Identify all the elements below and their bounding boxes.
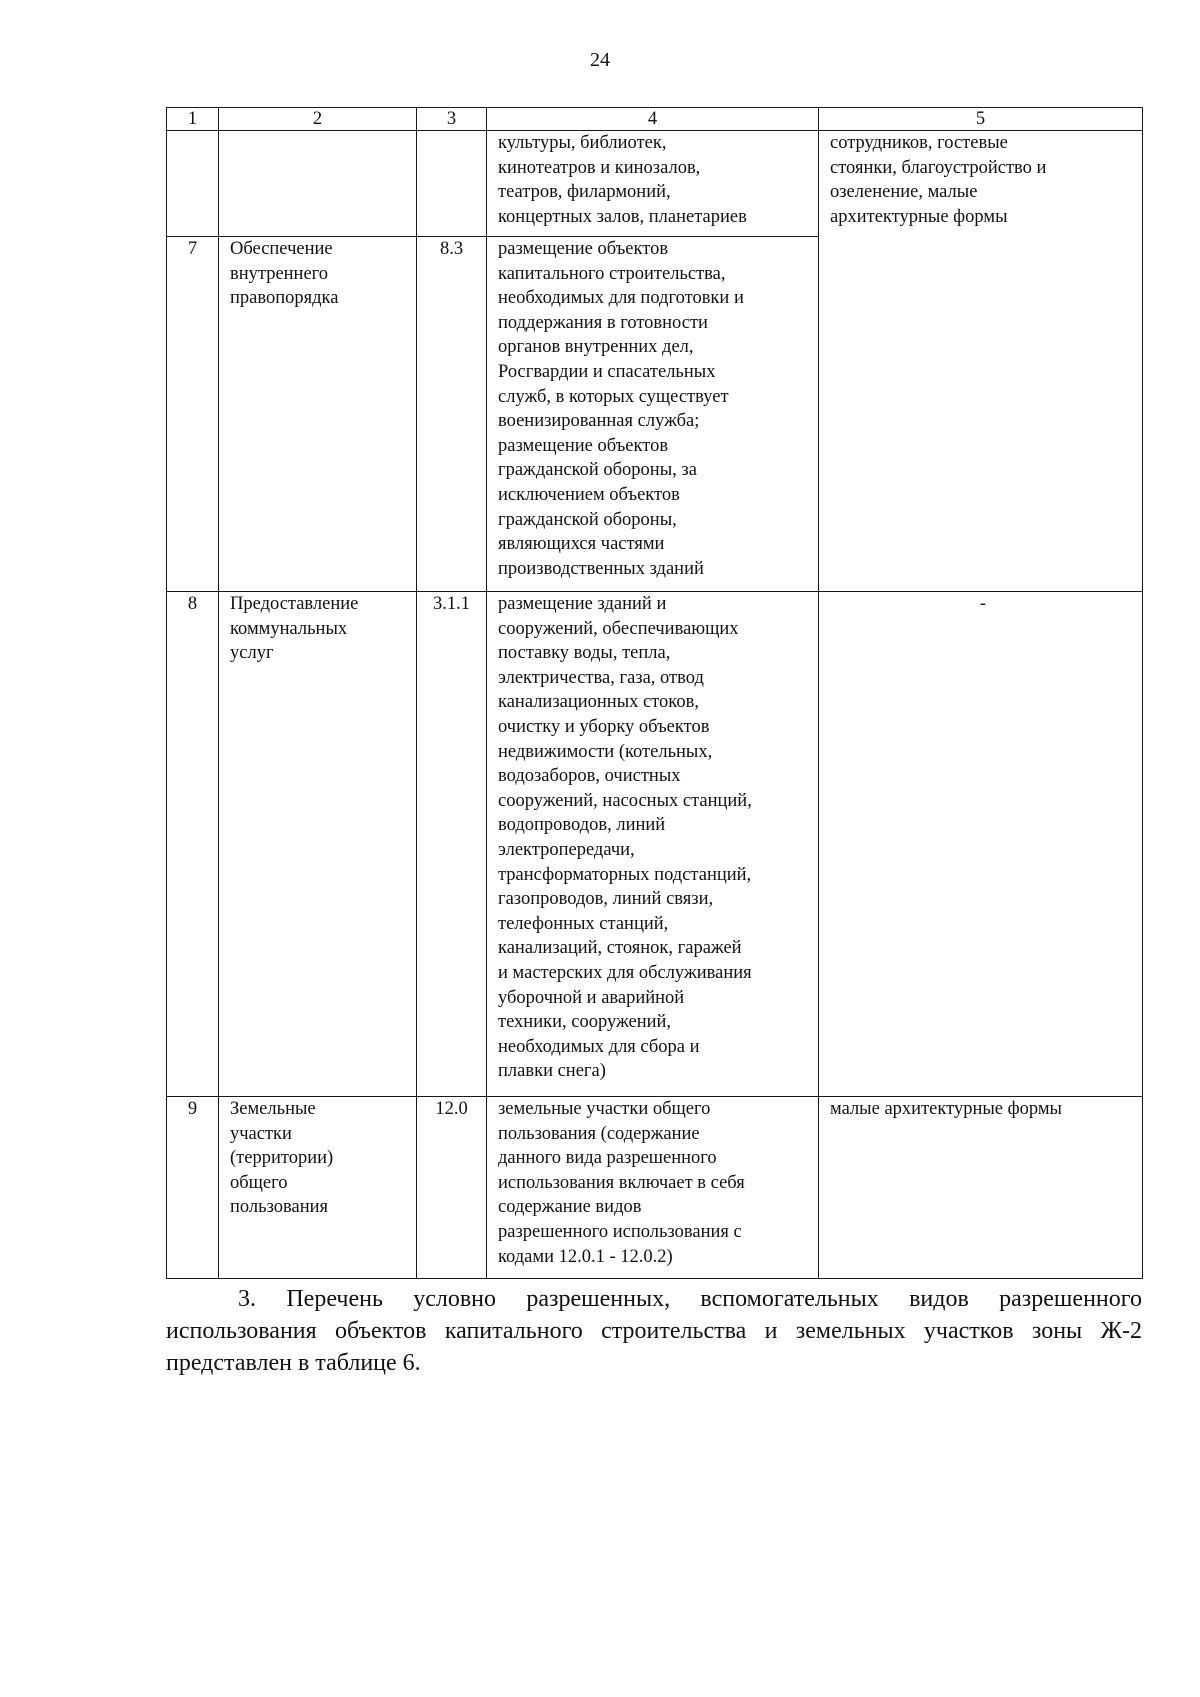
use-type-description: земельные участки общего пользования (содержание данного вида разрешенного использования включает в себя содержание видов разрешенного использования с кодами 12.0.1 - 12.0.2): [487, 1097, 819, 1279]
page-number: 24: [590, 49, 610, 71]
column-header: 1: [167, 108, 219, 131]
column-header: 2: [219, 108, 417, 131]
row-number: [167, 131, 219, 237]
table-row: [167, 131, 1143, 237]
column-header: 5: [819, 108, 1143, 131]
use-type-code: 3.1.1: [417, 592, 487, 1097]
column-header: 4: [487, 108, 819, 131]
column-header: 3: [417, 108, 487, 131]
row-number: 8: [167, 592, 219, 1097]
auxiliary-uses: -: [819, 592, 1143, 1097]
body-paragraph: 3. Перечень условно разрешенных, вспомогательных видов разрешенного использования объектов капитального строительства и земельных участков зоны Ж-2 представлен в таблице 6.: [166, 1286, 1142, 1376]
row-number: 9: [167, 1097, 219, 1279]
use-type-description: культуры, библиотек, кинотеатров и кинозалов, театров, филармоний, концертных залов, планетариев: [487, 131, 819, 237]
row-number: 7: [167, 237, 219, 592]
auxiliary-uses: малые архитектурные формы: [819, 1097, 1143, 1279]
land-use-table: [166, 107, 1143, 1279]
use-type-name: Предоставление коммунальных услуг: [219, 592, 417, 1097]
use-type-name: Обеспечение внутреннего правопорядка: [219, 237, 417, 592]
use-type-code: 8.3: [417, 237, 487, 592]
use-type-code: [417, 131, 487, 237]
table-row: [167, 592, 1143, 1097]
use-type-code: 12.0: [417, 1097, 487, 1279]
use-type-name: Земельные участки (территории) общего пользования: [219, 1097, 417, 1279]
use-type-description: размещение объектов капитального строительства, необходимых для подготовки и поддержания в готовности органов внутренних дел, Росгвардии и спасательных служб, в которых существует военизированная служба; размещение объектов гражданской обороны, за исключением объектов гражданской обороны, являющихся частями производственных зданий: [487, 237, 819, 592]
use-type-description: размещение зданий и сооружений, обеспечивающих поставку воды, тепла, электричества, газа, отвод канализационных стоков, очистку и уборку объектов недвижимости (котельных, водозаборов, очистных сооружений, насосных станций, водопроводов, линий электропередачи, трансформаторных подстанций, газопроводов, линий связи, телефонных станций, канализаций, стоянок, гаражей и мастерских для обслуживания уборочной и аварийной техники, сооружений, необходимых для сбора и плавки снега): [487, 592, 819, 1097]
table-header-row: [167, 108, 1143, 131]
table-row: [167, 1097, 1143, 1279]
auxiliary-uses: сотрудников, гостевые стоянки, благоустройство и озеленение, малые архитектурные формы: [819, 131, 1143, 592]
use-type-name: [219, 131, 417, 237]
